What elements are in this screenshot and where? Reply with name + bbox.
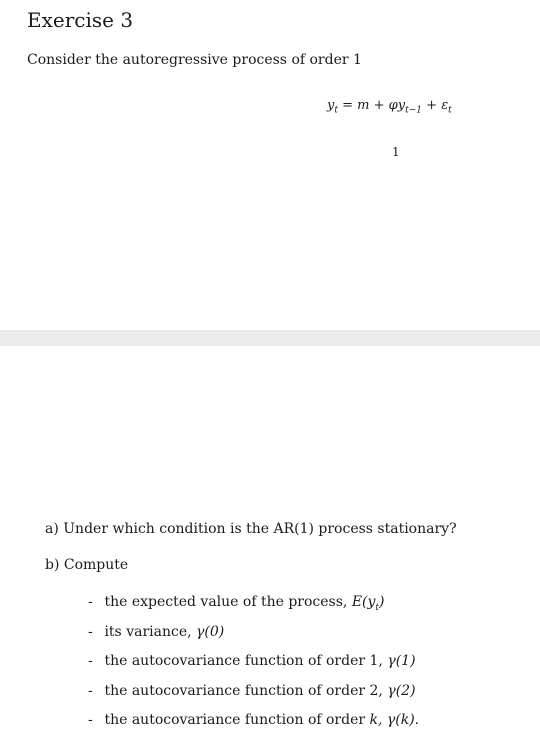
list-dash: -: [88, 594, 93, 610]
math-expr: E(y: [351, 594, 376, 610]
eq-y-lag-sub: t−1: [405, 105, 423, 116]
list-item-math: [351, 594, 385, 613]
page-2: [0, 346, 540, 741]
list-dash: -: [88, 682, 93, 699]
ar1-equation: [327, 98, 452, 116]
list-item-text: the autocovariance function of order: [104, 712, 370, 728]
eq-epsilon: ε: [441, 98, 449, 113]
intro-text: Consider the autoregressive process of order 1: [27, 52, 362, 68]
list-dash: -: [88, 653, 93, 669]
eq-phi: φ: [388, 98, 398, 113]
list-item-math: γ(2): [387, 682, 416, 699]
question-b: b) Compute: [45, 557, 129, 573]
eq-y-lag: y: [397, 98, 406, 113]
eq-plus-1: +: [369, 98, 389, 113]
list-item-math: k, γ(k).: [369, 712, 420, 728]
list-item-math: γ(0): [196, 623, 225, 640]
list-item-text: the autocovariance function of order 1,: [104, 653, 388, 669]
list-item: [88, 594, 419, 624]
page-separator: [0, 330, 540, 346]
eq-equals: =: [337, 98, 358, 113]
list-item: [88, 683, 419, 713]
eq-lhs-sub: t: [334, 105, 338, 116]
list-item: [88, 712, 419, 742]
page-1: [0, 0, 540, 330]
list-item-text: its variance,: [104, 623, 197, 640]
math-sub: t: [375, 602, 380, 613]
list-item-text: the expected value of the process,: [104, 594, 352, 610]
list-item: [88, 653, 419, 683]
compute-list: [88, 594, 419, 742]
list-item: [88, 624, 419, 654]
exercise-title: Exercise 3: [27, 8, 134, 32]
page-number: 1: [392, 145, 400, 159]
list-item-math: γ(1): [387, 653, 416, 669]
question-a: a) Under which condition is the AR(1) process stationary?: [45, 521, 457, 537]
eq-lhs: y: [327, 98, 335, 113]
list-dash: -: [88, 712, 93, 728]
eq-m: m: [357, 98, 370, 113]
eq-plus-2: +: [422, 98, 442, 113]
math-close: ): [379, 594, 385, 610]
list-dash: -: [88, 623, 93, 640]
eq-epsilon-sub: t: [448, 105, 452, 116]
list-item-text: the autocovariance function of order 2,: [104, 682, 388, 699]
